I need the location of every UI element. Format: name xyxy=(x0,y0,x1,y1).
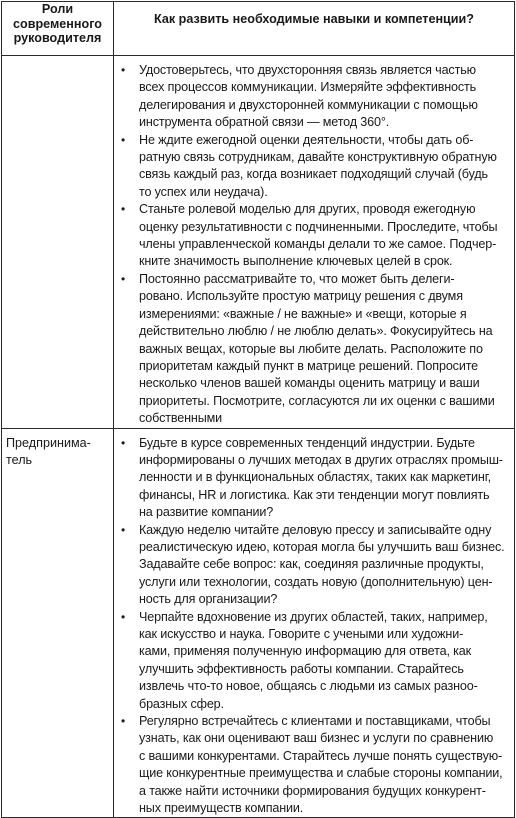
text-line: улучшить эффективность работы компании. Старайтесь xyxy=(139,661,464,676)
table-row xyxy=(2,428,515,818)
table-header-row xyxy=(2,2,515,56)
text-line: измерениями: «важные / не важные» и «вещи, которые я xyxy=(139,306,467,321)
text-line: как искусство и наука. Говорите с учеными или художни- xyxy=(139,627,464,641)
recommendations-cell xyxy=(114,56,515,429)
bullet-icon: • xyxy=(121,132,126,147)
list-item xyxy=(114,132,506,202)
list-item xyxy=(114,522,506,609)
role-cell xyxy=(2,428,114,818)
text-line: приоритетам каждый пункт в матрице решений. Попросите xyxy=(139,358,479,373)
text-line: ками, применяя полученную информацию для ответа, как xyxy=(139,644,471,659)
bullet-icon: • xyxy=(121,271,126,286)
recommendation-list xyxy=(114,62,506,428)
list-item xyxy=(114,435,506,522)
text-line: Будьте в курсе современных тенденций индустрии. Будьте xyxy=(139,435,475,450)
text-line: с вашими конкурентами. Старайтесь лучше понять существую- xyxy=(139,748,503,763)
text-line: информированы о лучших методах в других отраслях промыш- xyxy=(139,452,503,467)
bullet-icon: • xyxy=(121,522,126,537)
bullet-icon: • xyxy=(121,609,126,624)
text-line: ность для организации? xyxy=(139,592,278,607)
bullet-icon: • xyxy=(121,63,126,77)
text-line: ровано. Используйте простую матрицу решения с двумя xyxy=(139,289,463,304)
text-line: Не ждите ежегодной оценки деятельности, чтобы дать об- xyxy=(139,132,474,147)
list-item xyxy=(114,271,506,428)
text-line: важных вещах, которые вы любите делать. Расположите по xyxy=(139,341,483,356)
text-line: а также найти источники формирования будущих конкурент- xyxy=(139,783,486,798)
text-line: Черпайте вдохновение из других областей, таких, например, xyxy=(139,609,488,624)
list-item xyxy=(114,609,506,713)
text-line: то успех или неудача). xyxy=(139,184,268,199)
text-line: приоритеты. Посмотрите, согласуются ли их оценки с вашими xyxy=(139,393,495,408)
text-line: члены управленческой команды делали то же самое. Подчер- xyxy=(139,237,497,252)
text-line: делегирования и двухсторонней коммуникации с помощью xyxy=(139,97,478,112)
text-line: ных преимуществ компании. xyxy=(139,801,304,816)
list-item xyxy=(114,713,506,817)
bullet-icon: • xyxy=(121,202,126,217)
text-line: несколько членов вашей команды оценить матрицу и ваши xyxy=(139,376,480,391)
text-line: связь каждый раз, когда возникает подходящий случай (будь xyxy=(139,167,488,182)
text-line: извлечь что-то новое, общаясь с людьми из самых разноо- xyxy=(139,679,478,694)
text-line: на развитие компании? xyxy=(139,505,274,520)
text-line: Задавайте себе вопрос: как, соединяя различные продукты, xyxy=(139,557,484,572)
bullet-icon: • xyxy=(121,714,126,729)
text-line: Станьте ролевой моделью для других, проводя ежегодную xyxy=(139,202,476,217)
recommendations-cell xyxy=(114,428,515,818)
text-line: инструмента обратной связи — метод 360°. xyxy=(139,115,390,130)
role-label-line: тель xyxy=(6,452,33,467)
text-line: щие конкурентные преимущества и слабые стороны компании, xyxy=(139,766,503,781)
role-label-line: Предпринима- xyxy=(6,435,91,450)
role-column-header xyxy=(2,2,114,56)
competency-table xyxy=(1,1,515,818)
bullet-icon: • xyxy=(121,435,126,450)
text-line: оценку результативности с подчиненными. Проследите, чтобы xyxy=(139,219,498,234)
list-item xyxy=(114,201,506,271)
text-line: финансы, HR и логистика. Как эти тенденции могут повлиять xyxy=(139,487,490,502)
text-line: Постоянно рассматривайте то, что может быть делеги- xyxy=(139,271,455,286)
text-line: всех процессов коммуникации. Измеряйте эффективность xyxy=(139,80,477,95)
text-line: реалистическую идею, которая могла бы улучшить ваш бизнес. xyxy=(139,539,505,554)
text-line: бразных сфер. xyxy=(139,696,224,711)
role-cell xyxy=(2,56,114,429)
text-line: кните значимость выполнение ключевых целей в срок. xyxy=(139,254,453,269)
list-item xyxy=(114,62,506,132)
role-header-line: руководителя xyxy=(13,31,102,46)
recommendation-list xyxy=(114,435,506,818)
text-line: ленности и в функциональных областях, таких как маркетинг, xyxy=(139,470,491,485)
text-line: Каждую неделю читайте деловую прессу и записывайте одну xyxy=(139,522,492,537)
text-line: услуги или технологии, создать новую (дополнительную) цен- xyxy=(139,574,493,589)
text-line: узнать, как они оценивают ваш бизнес и услуги по сравнению xyxy=(139,731,494,746)
table-row xyxy=(2,56,515,429)
role-header-line: современного xyxy=(13,16,102,31)
text-line: Удостоверьтесь, что двухсторонняя связь является частью xyxy=(139,63,476,77)
text-line: собственными xyxy=(139,411,222,426)
question-column-header: Как развить необходимые навыки и компетенции? xyxy=(114,2,515,56)
text-line: ратную связь сотрудникам, давайте конструктивную обратную xyxy=(139,150,497,165)
text-line: действительно люблю / не люблю делать». Фокусируйтесь на xyxy=(139,324,493,339)
role-header-line: Роли xyxy=(41,2,74,16)
text-line: Регулярно встречайтесь с клиентами и поставщиками, чтобы xyxy=(139,714,491,729)
